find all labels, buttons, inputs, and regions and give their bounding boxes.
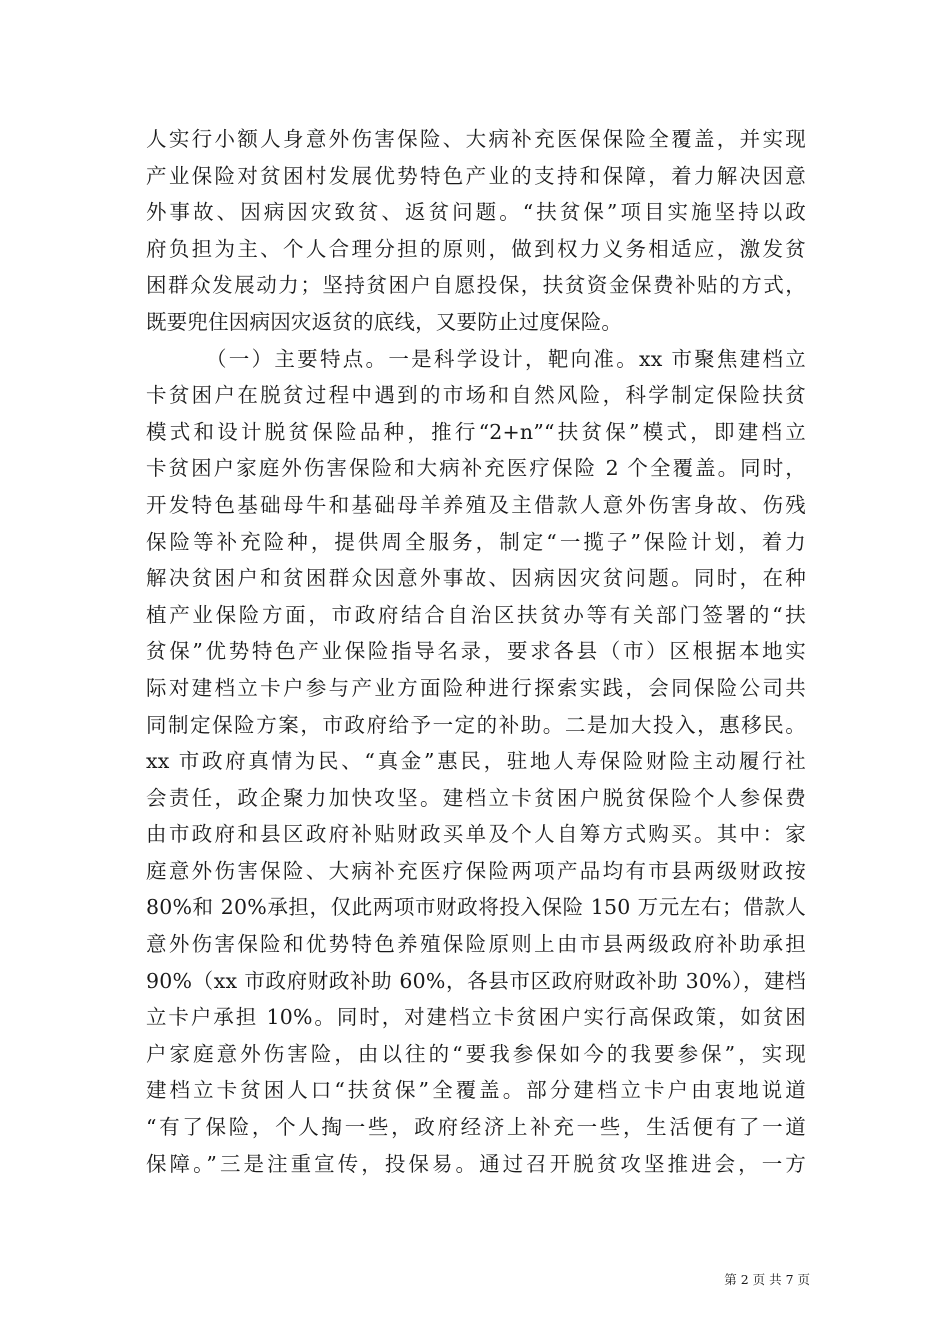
text-line: “有了保险，个人掏一些，政府经济上补充一些，生活便有了一道 bbox=[146, 1115, 806, 1140]
paragraph-1 bbox=[146, 121, 806, 341]
body-text bbox=[146, 121, 806, 1182]
text-line: 由市政府和县区政府补贴财政买单及个人自筹方式购买。其中：家 bbox=[146, 822, 806, 847]
text-line: 开发特色基础母牛和基础母羊养殖及主借款人意外伤害身故、伤残 bbox=[146, 492, 806, 517]
text-line: 卡贫困户在脱贫过程中遇到的市场和自然风险，科学制定保险扶贫 bbox=[146, 383, 806, 408]
text-line: （一）主要特点。一是科学设计，靶向准。xx 市聚焦建档立 bbox=[206, 346, 806, 371]
text-line: 产业保险对贫困村发展优势特色产业的支持和保障，着力解决因意 bbox=[146, 163, 806, 188]
text-line: 会责任，政企聚力加快攻坚。建档立卡贫困户脱贫保险个人参保费 bbox=[146, 785, 806, 810]
paragraph-2 bbox=[146, 341, 806, 1183]
text-line: 植产业保险方面，市政府结合自治区扶贫办等有关部门签署的“扶 bbox=[146, 602, 806, 627]
text-line: 80%和 20%承担，仅此两项市财政将投入保险 150 万元左右；借款人 bbox=[146, 895, 806, 920]
text-line: xx 市政府真情为民、“真金”惠民，驻地人寿保险财险主动履行社 bbox=[146, 749, 806, 774]
text-line: 人实行小额人身意外伤害保险、大病补充医保保险全覆盖，并实现 bbox=[146, 127, 806, 151]
text-line: 保障。”三是注重宣传，投保易。通过召开脱贫攻坚推进会，一方 bbox=[146, 1151, 806, 1176]
text-line: 外事故、因病因灾致贫、返贫问题。“扶贫保”项目实施坚持以政 bbox=[146, 200, 806, 225]
text-line: 卡贫困户家庭外伤害保险和大病补充医疗保险 2 个全覆盖。同时， bbox=[146, 456, 806, 481]
text-line: 保险等补充险种，提供周全服务，制定“一揽子”保险计划，着力 bbox=[146, 529, 806, 554]
text-line: 贫保”优势特色产业保险指导名录，要求各县（市）区根据本地实 bbox=[146, 639, 806, 664]
text-line: 既要兜住因病因灾返贫的底线，又要防止过度保险。 bbox=[146, 309, 623, 334]
text-line: 同制定保险方案，市政府给予一定的补助。二是加大投入，惠移民。 bbox=[146, 712, 806, 737]
text-line: 解决贫困户和贫困群众因意外事故、因病因灾贫问题。同时，在种 bbox=[146, 566, 806, 591]
text-line: 际对建档立卡户参与产业方面险种进行探索实践，会同保险公司共 bbox=[146, 675, 806, 700]
text-line: 户家庭意外伤害险，由以往的“要我参保如今的我要参保”，实现 bbox=[146, 1041, 806, 1066]
text-line: 90%（xx 市政府财政补助 60%，各县市区政府财政补助 30%），建档 bbox=[146, 968, 806, 993]
text-line: 立卡户承担 10%。同时，对建档立卡贫困户实行高保政策，如贫困 bbox=[146, 1005, 806, 1030]
text-line: 建档立卡贫困人口“扶贫保”全覆盖。部分建档立卡户由衷地说道 bbox=[146, 1078, 806, 1103]
text-line: 模式和设计脱贫保险品种，推行“2+n”“扶贫保”模式，即建档立 bbox=[146, 419, 806, 444]
text-line: 意外伤害保险和优势特色养殖保险原则上由市县两级政府补助承担 bbox=[146, 932, 806, 957]
text-line: 困群众发展动力；坚持贫困户自愿投保，扶贫资金保费补贴的方式， bbox=[146, 273, 806, 298]
text-line: 府负担为主、个人合理分担的原则，做到权力义务相适应，激发贫 bbox=[146, 236, 806, 261]
page-number: 第 2 页 共 7 页 bbox=[724, 1272, 810, 1287]
text-line: 庭意外伤害保险、大病补充医疗保险两项产品均有市县两级财政按 bbox=[146, 858, 806, 883]
